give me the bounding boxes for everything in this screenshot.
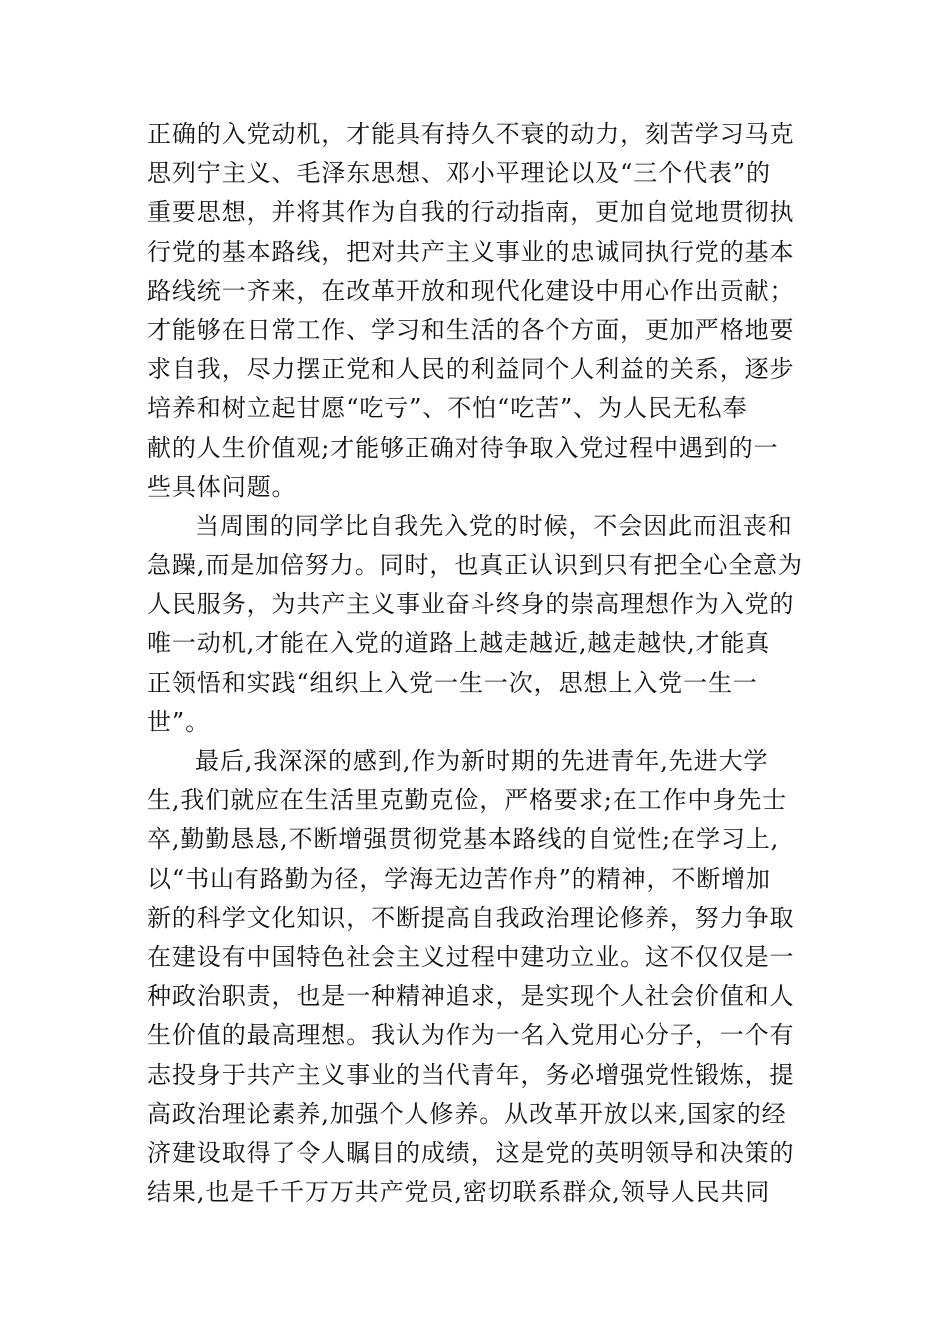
text-line: 求自我，尽力摆正党和人民的利益同个人利益的关系，逐步 <box>147 355 795 384</box>
text-line: 献的人生价值观;才能够正确对待争取入党过程中遇到的一 <box>147 433 779 462</box>
text-line: 卒,勤勤恳恳,不断增强贯彻党基本路线的自觉性;在学习上, <box>147 825 780 854</box>
document-body <box>147 115 807 1212</box>
text-line: 高政治理论素养,加强个人修养。从改革开放以来,国家的经 <box>147 1099 787 1128</box>
text-line: 正确的入党动机，才能具有持久不衰的动力，刻苦学习马克 <box>147 120 795 148</box>
text-line: 急躁,而是加倍努力。同时，也真正认识到只有把全心全意为 <box>147 551 803 580</box>
text-line: 些具体问题。 <box>147 472 297 501</box>
text-line: 种政治职责，也是一种精神追求，是实现个人社会价值和人 <box>147 982 795 1011</box>
text-line: 在建设有中国特色社会主义过程中建功立业。这不仅仅是一 <box>147 942 795 971</box>
text-line: 行党的基本路线，把对共产主义事业的忠诚同执行党的基本 <box>147 237 795 266</box>
text-line: 才能够在日常工作、学习和生活的各个方面，更加严格地要 <box>147 315 795 344</box>
paragraph-first-line: 最后,我深深的感到,作为新时期的先进青年,先进大学 <box>195 747 769 775</box>
text-line: 生,我们就应在生活里克勤克俭，严格要求;在工作中身先士 <box>147 786 788 815</box>
text-line: 生价值的最高理想。我认为作为一名入党用心分子，一个有 <box>147 1021 795 1050</box>
text-line: 思列宁主义、毛泽东思想、邓小平理论以及“三个代表”的 <box>147 159 771 188</box>
text-line: 以“书山有路勤为径，学海无边苦作舟”的精神，不断增加 <box>147 864 771 893</box>
text-line: 结果,也是千千万万共产党员,密切联系群众,领导人民共同 <box>147 1178 771 1207</box>
text-line: 正领悟和实践“组织上入党一生一次，思想上入党一生一 <box>147 668 758 697</box>
text-line: 培养和树立起甘愿“吃亏”、不怕“吃苦”、为人民无私奉 <box>147 394 748 423</box>
text-line: 路线统一齐来，在改革开放和现代化建设中用心作出贡献； <box>147 276 795 305</box>
text-line: 人民服务，为共产主义事业奋斗终身的崇高理想作为入党的 <box>147 590 795 619</box>
text-line: 世”。 <box>147 707 210 736</box>
text-line: 志投身于共产主义事业的当代青年，务必增强党性锻炼，提 <box>147 1060 795 1089</box>
paragraph-first-line: 当周围的同学比自我先入党的时候，不会因此而沮丧和 <box>195 511 793 540</box>
text-line: 新的科学文化知识，不断提高自我政治理论修养，努力争取 <box>147 903 795 932</box>
text-line: 唯一动机,才能在入党的道路上越走越近,越走越快,才能真 <box>147 629 771 658</box>
text-line: 重要思想，并将其作为自我的行动指南，更加自觉地贯彻执 <box>147 198 795 227</box>
text-line: 济建设取得了令人瞩目的成绩，这是党的英明领导和决策的 <box>147 1138 795 1167</box>
